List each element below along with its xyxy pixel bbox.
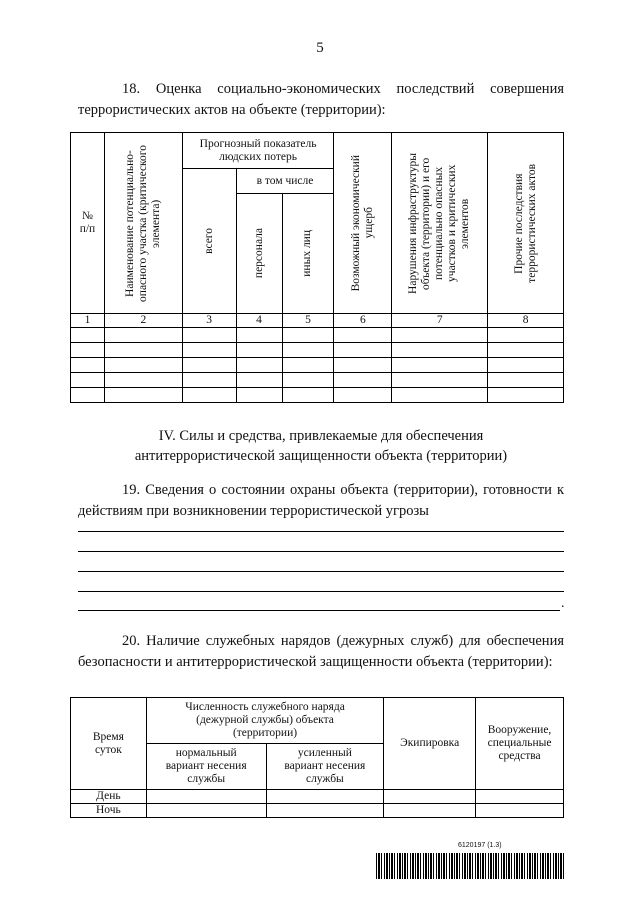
end-mark: . (561, 596, 565, 611)
header-equipment: Экипировка (384, 698, 476, 790)
fill-line (78, 610, 560, 611)
header-strength: Численность служебного наряда (дежурной службы) объекта (территории) (146, 698, 383, 744)
consequences-table (70, 132, 564, 403)
header-total: всего (182, 169, 236, 314)
header-infrastructure: Нарушения инфраструктуры объекта (территории) и его потенциально опасных участков и критических элементов (392, 133, 488, 314)
header-enhanced: усиленный вариант несения службы (266, 744, 384, 790)
header-time: Время суток (71, 698, 147, 790)
header-number: № п/п (71, 133, 105, 314)
section-19-text: 19. Сведения о состоянии охраны объекта (территории), готовности к действиям при возникновении террористической угрозы (78, 482, 564, 519)
fill-line (78, 551, 564, 552)
table-row (71, 804, 564, 818)
row-label-night: Ночь (71, 804, 147, 818)
header-economic-damage: Возможный экономический ущерб (334, 133, 392, 314)
fill-line (78, 571, 564, 572)
header-other-consequences: Прочие последствия террористических актов (488, 133, 564, 314)
table-row (71, 373, 564, 388)
duty-table (70, 697, 564, 818)
barcode-label: 6120197 (1.3) (458, 842, 502, 849)
section-4-title: IV. Силы и средства, привлекаемые для обеспечения антитеррористической защищенности объекта (территории) (134, 428, 508, 464)
header-staff: персонала (236, 194, 282, 314)
header-normal: нормальный вариант несения службы (146, 744, 266, 790)
header-including: в том числе (236, 169, 334, 194)
fill-line (78, 591, 564, 592)
table-row (71, 388, 564, 403)
table-row (71, 790, 564, 804)
table-row (71, 343, 564, 358)
page-number: 5 (316, 40, 324, 56)
section-18-heading: 18. Оценка социально-экономических последствий совершения террористических актов на объекте (территории): (78, 81, 564, 118)
table-row (71, 358, 564, 373)
section-20-text: 20. Наличие служебных нарядов (дежурных служб) для обеспечения безопасности и антитеррористической защищенности объекта (территории): (78, 633, 564, 670)
row-label-day: День (71, 790, 147, 804)
header-arms: Вооружение, специальные средства (476, 698, 564, 790)
table-row (71, 328, 564, 343)
fill-line (78, 531, 564, 532)
column-numbers-row: 1 2 3 4 5 6 7 8 (71, 314, 564, 328)
header-forecast-losses: Прогнозный показатель людских потерь (182, 133, 334, 169)
barcode (376, 853, 564, 879)
header-element-name: Наименование потенциально- опасного участка (критического элемента) (104, 133, 182, 314)
header-others: иных лиц (282, 194, 334, 314)
